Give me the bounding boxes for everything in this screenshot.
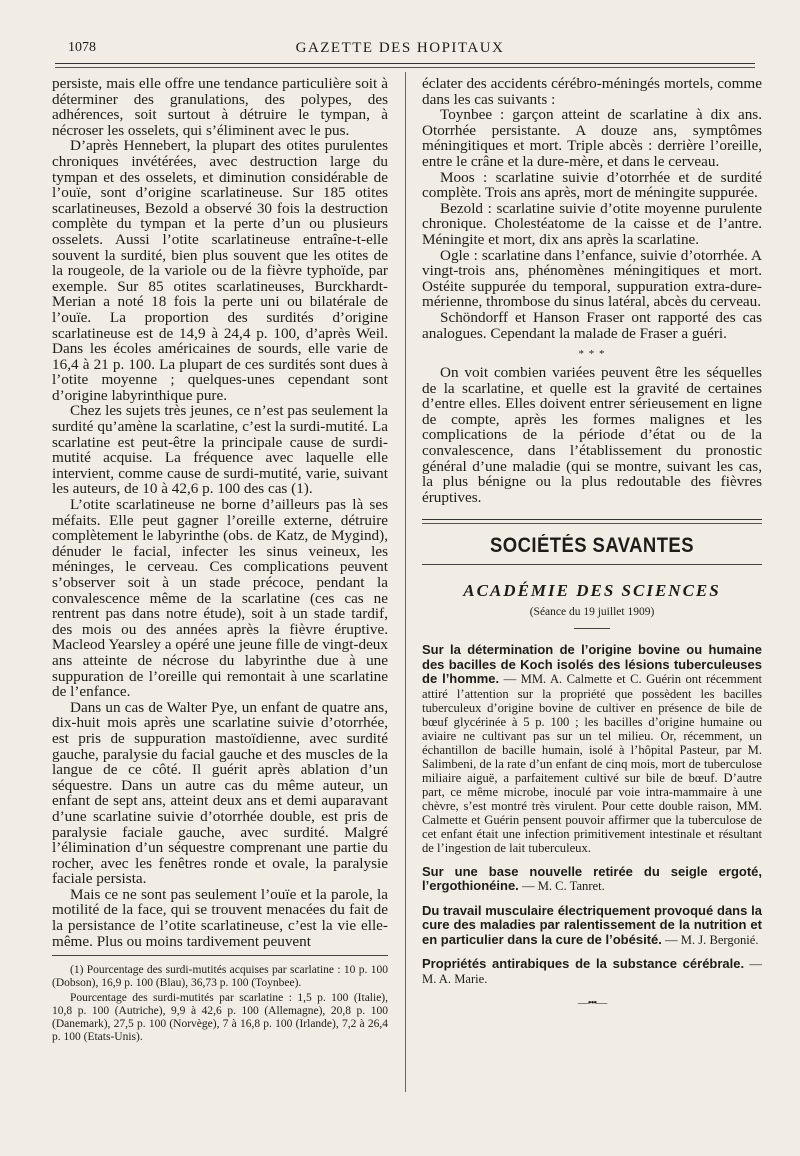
entry-body: — M. C. Tanret. xyxy=(518,879,605,894)
footnote: Pourcentage des surdi-mutités par scarlatine : 1,5 p. 100 (Italie), 10,8 p. 100 (Autriche), 9,9 à 42,6 p. 100 (Allemagne), 20,8 p. 100 (Danemark), 27,5 p. 100 (Norvège), 7 à 16,8 p. 100 (Irlande), 7,2 à 26,4 p. 100 (Etats-Unis). xyxy=(52,991,388,1044)
page-header xyxy=(40,40,760,62)
footnotes xyxy=(52,964,388,1044)
header-rule xyxy=(55,63,755,64)
paragraph: Moos : scarlatine suivie d’otorrhée et de surdité complète. Trois ans après, mort de méningite suppurée. xyxy=(422,168,762,202)
paragraph: Ogle : scarlatine dans l’enfance, suivie d’otorrhée. A vingt-trois ans, phénomènes méningitiques et mort. Ostéite suppurée du temporal, suppuration extra-dure-mérienne, thrombose du sinus latéral, abcès du cerveau. xyxy=(422,246,762,311)
subsection-title: ACADÉMIE DES SCIENCES xyxy=(463,581,721,601)
paragraph: Schöndorff et Hanson Fraser ont rapporté des cas analogues. Cependant la malade de Fraser a guéri. xyxy=(422,308,762,342)
column-divider xyxy=(405,72,406,1092)
footnote-rule xyxy=(52,955,388,956)
paragraph: Chez les sujets très jeunes, ce n’est pas seulement la surdité qu’amène la scarlatine, c’est la surdi-mutité. La scarlatine est peut-être la principale cause de surdi-mutité acquise. La fréquence avec laquelle elle intervient, comme cause de surdi-mutité, varie, suivant les auteurs, de 10 à 42,6 p. 100 des cas (1). xyxy=(52,402,388,498)
section-title: SOCIÉTÉS SAVANTES xyxy=(490,534,694,558)
paragraph: Toynbee : garçon atteint de scarlatine à dix ans. Otorrhée persistante. A douze ans, symptômes méningitiques et mort. Triple abcès : derrière l’oreille, entre le crâne et la dure-mère, et dans le cerveau. xyxy=(422,106,762,170)
paragraph: persiste, mais elle offre une tendance particulière soit à déterminer des granulations, des polypes, des adhérences, soit surtout à détruire le tympan, à nécroser les osselets, qui s’éliminent avec le pus. xyxy=(52,75,388,139)
right-column xyxy=(422,76,762,1011)
academy-entry xyxy=(422,865,762,894)
paragraph: L’otite scarlatineuse ne borne d’ailleurs pas là ses méfaits. Elle peut gagner l’oreille externe, détruire complètement le labyrinthe (obs. de Katz, de Mygind), dénuder le facial, infecter les sinus veineux, les méninges, le cerveau. Ces complications peuvent s’observer soit à un stade précoce, pendant la convalescence même de la scarlatine (ces cas ne rentrent pas dans notre étude), soit à un stade tardif, des mois ou des années après la fièvre éruptive. Macleod Yearsley a opéré une jeune fille de vingt-deux ans atteinte de nécrose du labyrinthe due à une suppuration de l’oreille qui remontait à une scarlatine de l’enfance. xyxy=(52,496,388,701)
entry-body: — M. A. Marie. xyxy=(422,957,762,986)
section-rule-thin xyxy=(422,523,762,524)
footnote: (1) Pourcentage des surdi-mutités acquises par scarlatine : 10 p. 100 (Dobson), 16,9 p. 100 (Blau), 36,73 p. 100 (Toynbee). xyxy=(52,964,388,990)
page-number: 1078 xyxy=(68,40,96,55)
entry-body: — MM. A. Calmette et C. Guérin ont récemment attiré l’attention sur la propriété que possèdent les bacilles tuberculeux d’origine bovine de cultiver en présence de bile de bœuf glycérinée à 5 p. 100 ; les bacilles d’origine humaine ou aviaire ne cultivant pas sur un tel milieu. Or, récemment, un échantillon de bacille humain, isolé à l’hôpital Pasteur, par M. Salimbeni, de la rate d’un enfant de cinq mois, mort de tuberculose miliaire aiguë, a parfaitement cultivé sur bile de bœuf. D’autre part, ce même microbe, inoculé par voie intra-mammaire à une chèvre, s’est montré très virulent. Pour cette double raison, MM. Calmette et Guérin pensent pouvoir affirmer que la tuberculose de cet enfant était une infection primitivement intestinale et résultant de l’ingestion de lait tuberculeux. xyxy=(422,672,762,855)
paragraph: Dans un cas de Walter Pye, un enfant de quatre ans, dix-huit mois après une scarlatine suivie d’otorrhée, est pris de suppuration mastoïdienne, avec surdité gauche, paralysie du facial gauche et des muscles de la langue de ce côté. Il guérit après ablation d’un séquestre. Dans un autre cas du même auteur, un enfant de sept ans, atteint deux ans et demi auparavant d’une scarlatine suivie d’otorrhée double, est pris de paralysie faciale gauche, avec surdité. Malgré l’élimination d’un séquestre comprenant une partie du rocher, avec les fenêtres ronde et ovale, la paralysie faciale persista. xyxy=(52,698,388,888)
short-rule xyxy=(574,628,610,629)
academy-entry xyxy=(422,643,762,855)
entry-title: Sur la détermination de l’origine bovine ou humaine des bacilles de Koch isolés des lésions tuberculeuses de l’homme. xyxy=(422,642,762,687)
academy-entry xyxy=(422,904,762,948)
entry-title: Du travail musculaire électriquement provoqué dans la cure des maladies par ralentissement de la nutrition et en particulier dans la cure de l’obésité. xyxy=(422,902,762,947)
academy-entry xyxy=(422,957,762,986)
entry-title: Propriétés antirabiques de la substance cérébrale. xyxy=(422,956,745,972)
left-column xyxy=(52,76,388,1045)
session-date: (Séance du 19 juillet 1909) xyxy=(529,605,655,618)
conclusion-paragraph: On voit combien variées peuvent être les séquelles de la scarlatine, et quelle est la gravité de certaines d’entre elles. Elles doivent entrer sérieusement en ligne de compte, après les formes malignes et les complications de la période d’état ou de la convalescence, dans l’établissement du pronostic général d’une maladie (qui se montre, suivant les cas, la plus bénigne ou la plus redoutable des fièvres éruptives. xyxy=(422,364,762,506)
asterism-separator: * * * xyxy=(578,348,606,361)
paragraph: Bezold : scarlatine suivie d’otite moyenne purulente chronique. Cholestéatome de la caisse et de l’antre. Méningite et mort, dix ans après la scarlatine. xyxy=(422,199,762,248)
paragraph: D’après Hennebert, la plupart des otites purulentes chroniques invétérées, avec destruction large du tympan et des osselets, et diminution considérable de l’ouïe, sont d’origine scarlatineuse. Sur 185 otites scarlatineuses, Bezold a observé 30 fois la destruction complète du tympan et la perte d’un ou plusieurs osselets. Aussi l’otite scarlatineuse entraîne-t-elle souvent la surdité, bien plus souvent que les otites de la rougeole, de la variole ou de la fièvre typhoïde, par exemple. Sur 85 otites scarlatineuses, Burckhardt-Merian a noté 18 fois la perte uni ou bilatérale de l’ouïe. La proportion des surdités d’origine scarlatineuse est de 14,9 à 24,4 p. 100, d’après Weil. Dans les écoles américaines de sourds, elle varie de 16,4 à 21 p. 100. La plupart de ces surdités sont dues à l’otite moyenne ; quelques-unes cependant sont d’origine labyrinthique pure. xyxy=(52,137,388,404)
entry-body: — M. J. Bergonié. xyxy=(661,932,759,947)
section-title-rule xyxy=(422,564,762,565)
paragraph: Mais ce ne sont pas seulement l’ouïe et la parole, la motilité de la face, qui se trouvent menacées du fait de la persistance de l’otite scarlatineuse, c’est la vie elle-même. Plus ou moins tardivement peuvent xyxy=(52,885,388,950)
end-ornament: —•••— xyxy=(577,996,607,1009)
section-rule xyxy=(422,519,762,520)
header-rule-thin xyxy=(55,67,755,68)
paragraph: éclater des accidents cérébro-méningés mortels, comme dans les cas suivants : xyxy=(422,75,762,108)
entry-title: Sur une base nouvelle retirée du seigle ergoté, l’ergothionéine. xyxy=(422,863,762,894)
journal-title: GAZETTE DES HOPITAUX xyxy=(295,40,505,56)
